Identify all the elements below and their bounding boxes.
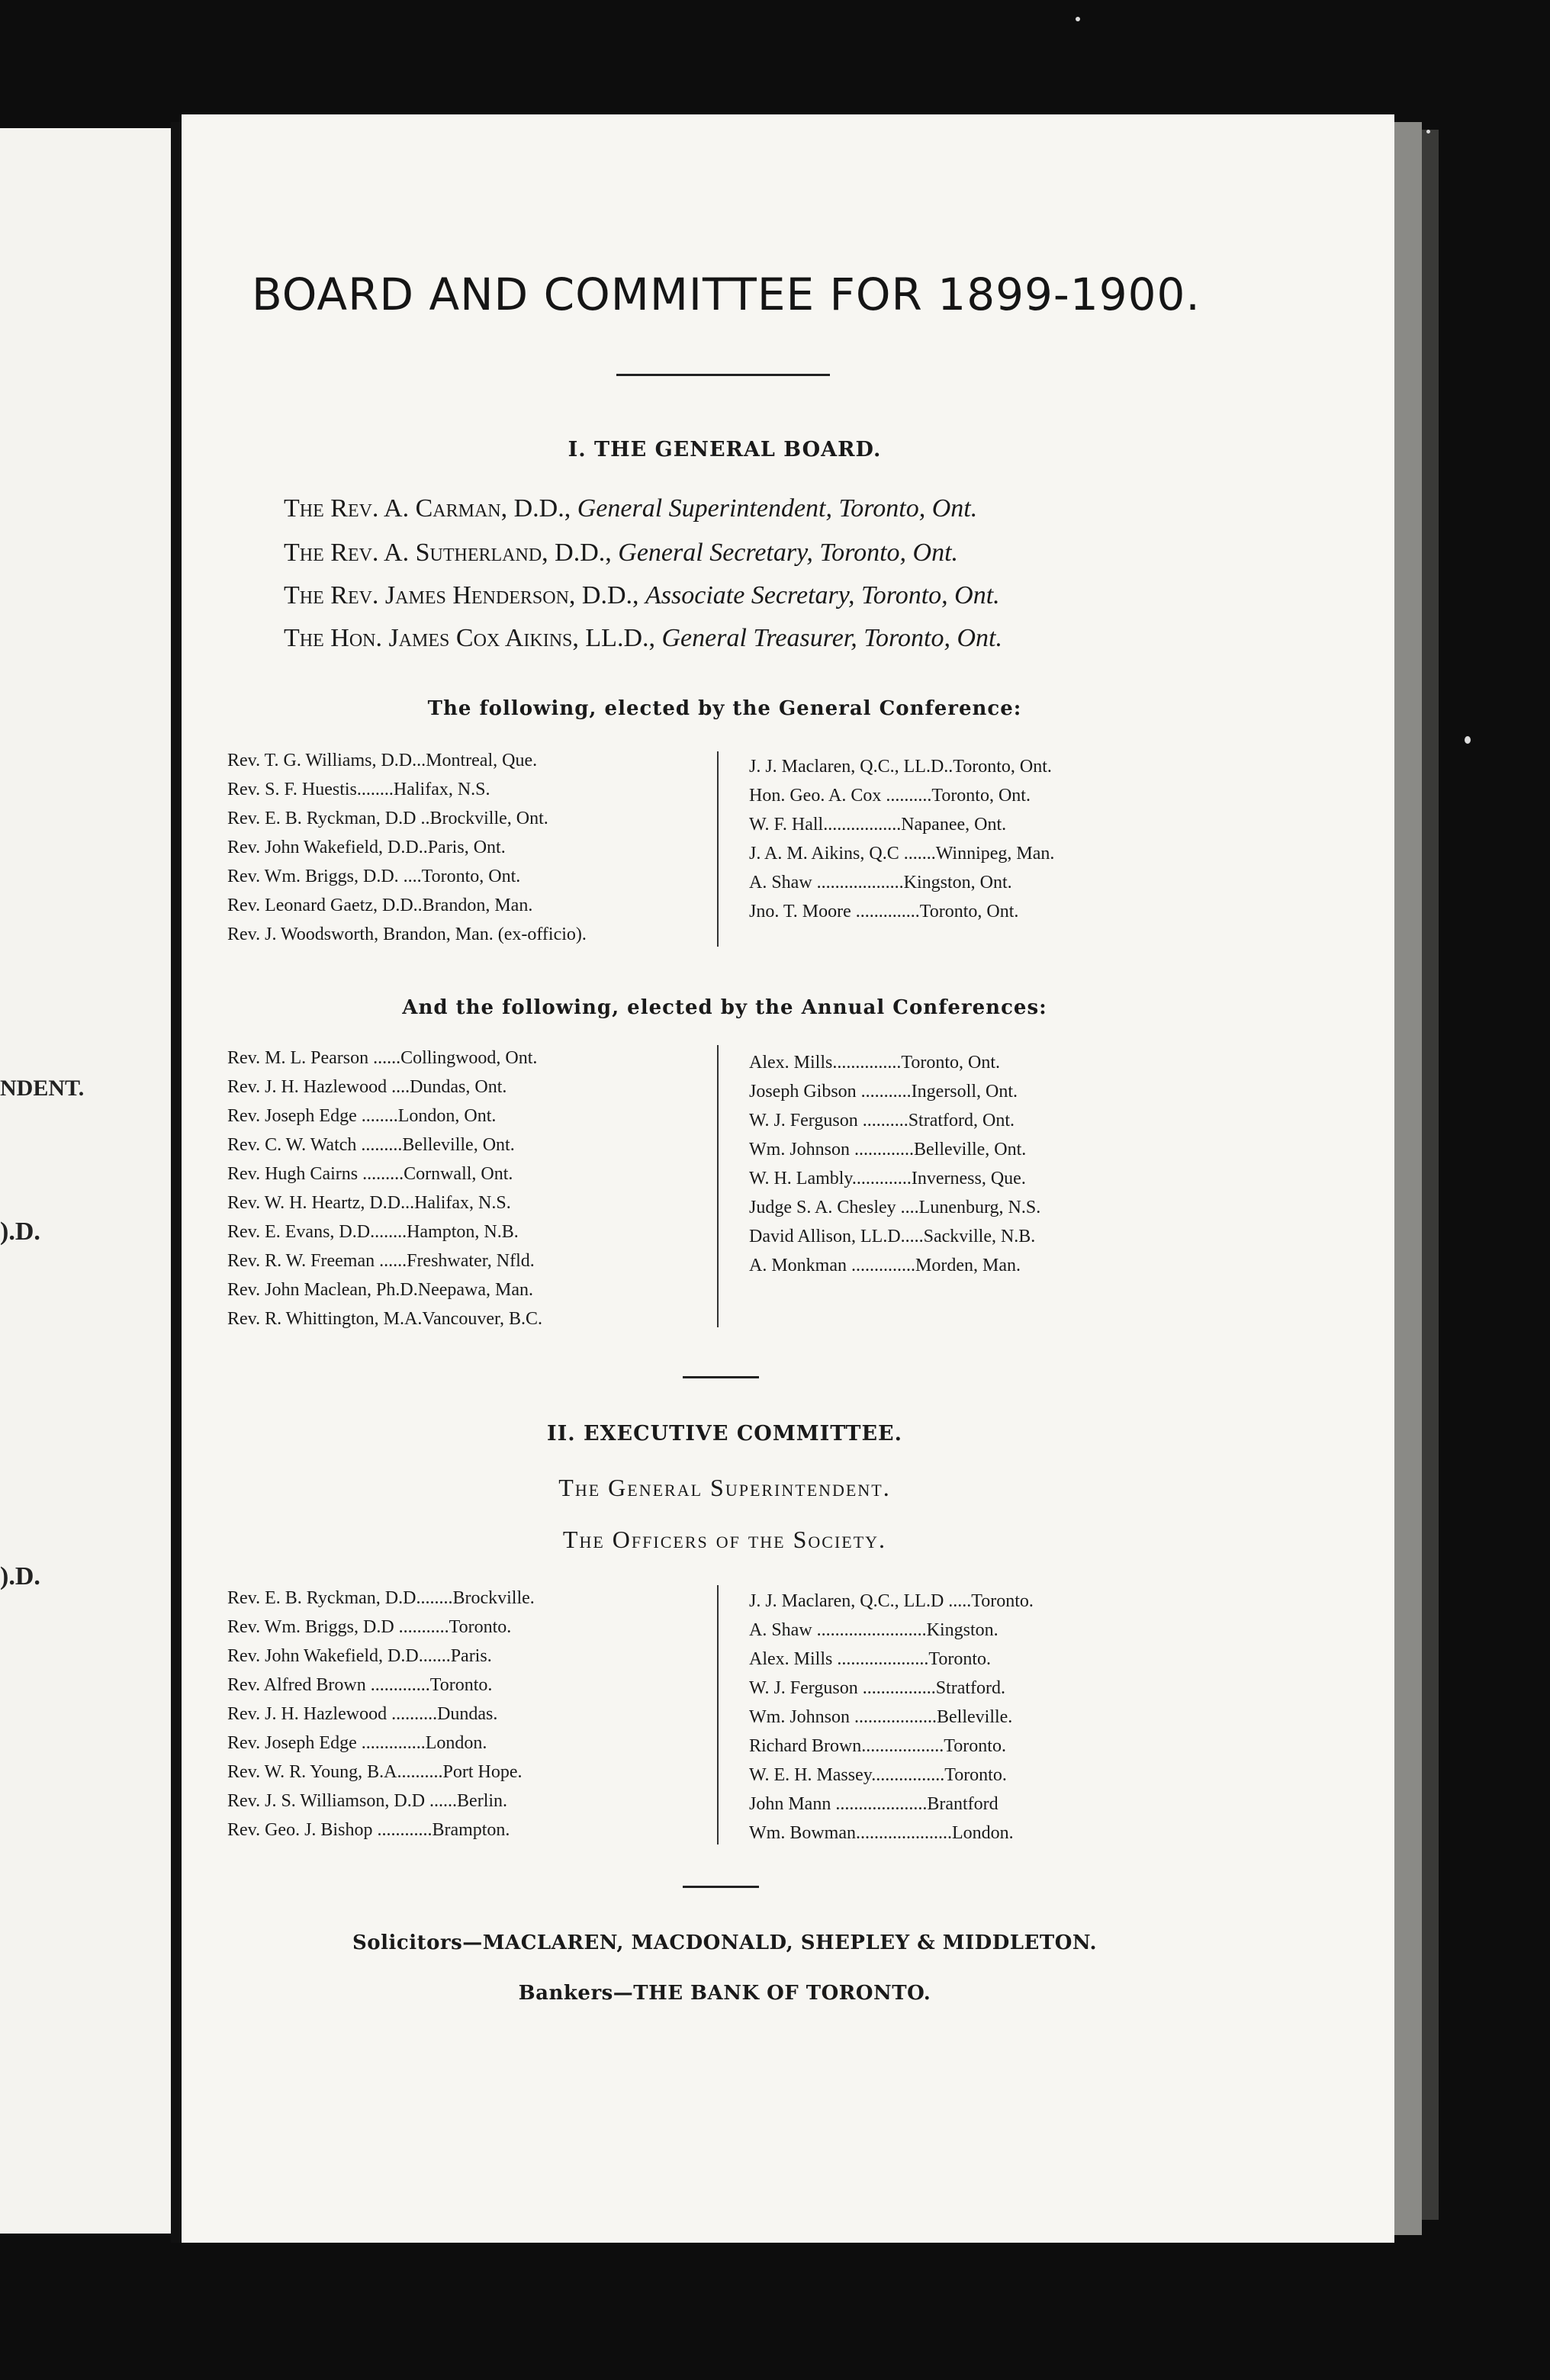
list-item: Rev. John Maclean, Ph.D.Neepawa, Man. xyxy=(227,1280,534,1300)
left-page xyxy=(0,128,175,2234)
list-item: J. A. M. Aikins, Q.C .......Winnipeg, Man. xyxy=(749,844,1055,864)
annual-conferences-heading: And the following, elected by the Annual Conferences: xyxy=(402,996,1047,1019)
list-item: Rev. C. W. Watch .........Belleville, Ont. xyxy=(227,1135,515,1155)
list-item: Rev. M. L. Pearson ......Collingwood, Ont. xyxy=(227,1048,538,1068)
list-item: W. F. Hall.................Napanee, Ont. xyxy=(749,815,1007,835)
general-conference-heading: The following, elected by the General Conference: xyxy=(427,697,1022,720)
list-item: Rev. Hugh Cairns .........Cornwall, Ont. xyxy=(227,1164,513,1184)
list-item: David Allison, LL.D.....Sackville, N.B. xyxy=(749,1227,1036,1246)
list-item: John Mann ....................Brantford xyxy=(749,1794,998,1814)
officer-line xyxy=(284,581,1000,610)
list-item: Jno. T. Moore ..............Toronto, Ont. xyxy=(749,902,1019,921)
list-item: Rev. J. Woodsworth, Brandon, Man. (ex-officio). xyxy=(227,925,587,944)
list-item: W. E. H. Massey................Toronto. xyxy=(749,1765,1007,1785)
list-item: Rev. E. B. Ryckman, D.D........Brockville. xyxy=(227,1588,535,1608)
list-item: Rev. R. Whittington, M.A.Vancouver, B.C. xyxy=(227,1309,543,1329)
page-edge-shadow xyxy=(1422,130,1439,2220)
section-rule xyxy=(683,1886,759,1888)
list-item: A. Monkman ..............Morden, Man. xyxy=(749,1256,1021,1275)
list-item: Rev. Wm. Briggs, D.D. ....Toronto, Ont. xyxy=(227,867,521,886)
title-rule xyxy=(616,374,830,376)
left-page-fragment: ).D. xyxy=(0,1562,40,1590)
dust-speck xyxy=(1076,17,1080,21)
list-item: Judge S. A. Chesley ....Lunenburg, N.S. xyxy=(749,1198,1041,1217)
left-page-fragment: NDENT. xyxy=(0,1076,85,1101)
officer-name: The Hon. James Cox Aikins, LL.D., xyxy=(284,624,655,652)
list-item: J. J. Maclaren, Q.C., LL.D..Toronto, Ont. xyxy=(749,757,1052,777)
officer-line xyxy=(284,494,977,523)
officer-name: The Rev. A. Carman, D.D., xyxy=(284,494,571,523)
list-item: Rev. W. H. Heartz, D.D...Halifax, N.S. xyxy=(227,1193,511,1213)
list-item: Wm. Bowman.....................London. xyxy=(749,1823,1014,1843)
list-item: Rev. S. F. Huestis........Halifax, N.S. xyxy=(227,780,490,799)
executive-committee-heading: II. EXECUTIVE COMMITTEE. xyxy=(546,1422,903,1446)
list-item: Rev. Geo. J. Bishop ............Brampton. xyxy=(227,1820,510,1840)
bankers-line: Bankers—THE BANK OF TORONTO. xyxy=(518,1982,931,2005)
list-item: Hon. Geo. A. Cox ..........Toronto, Ont. xyxy=(749,786,1031,806)
annual-conferences-left-list xyxy=(227,1044,542,1333)
list-item: Rev. Joseph Edge ..............London. xyxy=(227,1733,487,1753)
list-item: Wm. Johnson .............Belleville, Ont. xyxy=(749,1140,1027,1159)
list-item: Rev. John Wakefield, D.D..Paris, Ont. xyxy=(227,838,506,857)
list-item: Richard Brown..................Toronto. xyxy=(749,1736,1006,1756)
general-conference-left-list xyxy=(227,746,587,949)
column-divider xyxy=(717,1045,719,1327)
list-item: Rev. Leonard Gaetz, D.D..Brandon, Man. xyxy=(227,896,533,915)
officer-role: General Treasurer, Toronto, Ont. xyxy=(661,624,1002,652)
officer-role: General Superintendent, Toronto, Ont. xyxy=(577,494,978,523)
officer-role: General Secretary, Toronto, Ont. xyxy=(618,539,959,567)
section-rule xyxy=(683,1376,759,1378)
officer-line xyxy=(284,624,1002,653)
list-item: Rev. E. B. Ryckman, D.D ..Brockville, Ont. xyxy=(227,809,548,828)
list-item: Wm. Johnson ..................Belleville. xyxy=(749,1707,1013,1727)
list-item: W. J. Ferguson ..........Stratford, Ont. xyxy=(749,1111,1015,1130)
page-edge xyxy=(1394,122,1422,2235)
officer-name: The Rev. A. Sutherland, D.D., xyxy=(284,539,612,567)
left-page-fragment: ).D. xyxy=(0,1217,40,1246)
book-spine xyxy=(171,122,182,2243)
list-item: W. H. Lambly.............Inverness, Que. xyxy=(749,1169,1026,1188)
annual-conferences-right-list xyxy=(749,1048,1040,1280)
list-item: Alex. Mills ....................Toronto. xyxy=(749,1649,991,1669)
general-board-heading: I. THE GENERAL BOARD. xyxy=(568,438,882,462)
dust-speck xyxy=(1426,130,1430,133)
executive-left-list xyxy=(227,1584,535,1844)
executive-right-list xyxy=(749,1587,1034,1848)
list-item: Rev. J. H. Hazlewood ..........Dundas. xyxy=(227,1704,498,1724)
list-item: Rev. Joseph Edge ........London, Ont. xyxy=(227,1106,497,1126)
list-item: Rev. John Wakefield, D.D.......Paris. xyxy=(227,1646,492,1666)
dust-speck xyxy=(1465,736,1471,744)
column-divider xyxy=(717,751,719,947)
list-item: A. Shaw ........................Kingston. xyxy=(749,1620,998,1640)
page-title: BOARD AND COMMITTEE FOR 1899-1900. xyxy=(252,269,1201,320)
list-item: Joseph Gibson ...........Ingersoll, Ont. xyxy=(749,1082,1018,1102)
column-divider xyxy=(717,1585,719,1844)
executive-subtitle: The Officers of the Society. xyxy=(562,1526,887,1553)
list-item: A. Shaw ...................Kingston, Ont. xyxy=(749,873,1012,892)
list-item: Rev. W. R. Young, B.A..........Port Hope. xyxy=(227,1762,523,1782)
officer-line xyxy=(284,539,958,568)
list-item: Rev. T. G. Williams, D.D...Montreal, Que. xyxy=(227,751,538,770)
list-item: Rev. Alfred Brown .............Toronto. xyxy=(227,1675,493,1695)
list-item: Rev. Wm. Briggs, D.D ...........Toronto. xyxy=(227,1617,512,1637)
list-item: Rev. R. W. Freeman ......Freshwater, Nfld. xyxy=(227,1251,535,1271)
list-item: Rev. J. S. Williamson, D.D ......Berlin. xyxy=(227,1791,508,1811)
officer-name: The Rev. James Henderson, D.D., xyxy=(284,581,639,609)
executive-subtitle: The General Superintendent. xyxy=(558,1474,891,1501)
list-item: Alex. Mills...............Toronto, Ont. xyxy=(749,1053,1000,1073)
solicitors-line: Solicitors—MACLAREN, MACDONALD, SHEPLEY & MIDDLETON. xyxy=(352,1931,1097,1954)
list-item: W. J. Ferguson ................Stratford. xyxy=(749,1678,1005,1698)
officer-role: Associate Secretary, Toronto, Ont. xyxy=(645,581,1000,609)
general-conference-right-list xyxy=(749,752,1054,926)
list-item: Rev. E. Evans, D.D........Hampton, N.B. xyxy=(227,1222,519,1242)
list-item: Rev. J. H. Hazlewood ....Dundas, Ont. xyxy=(227,1077,507,1097)
list-item: J. J. Maclaren, Q.C., LL.D .....Toronto. xyxy=(749,1591,1034,1611)
